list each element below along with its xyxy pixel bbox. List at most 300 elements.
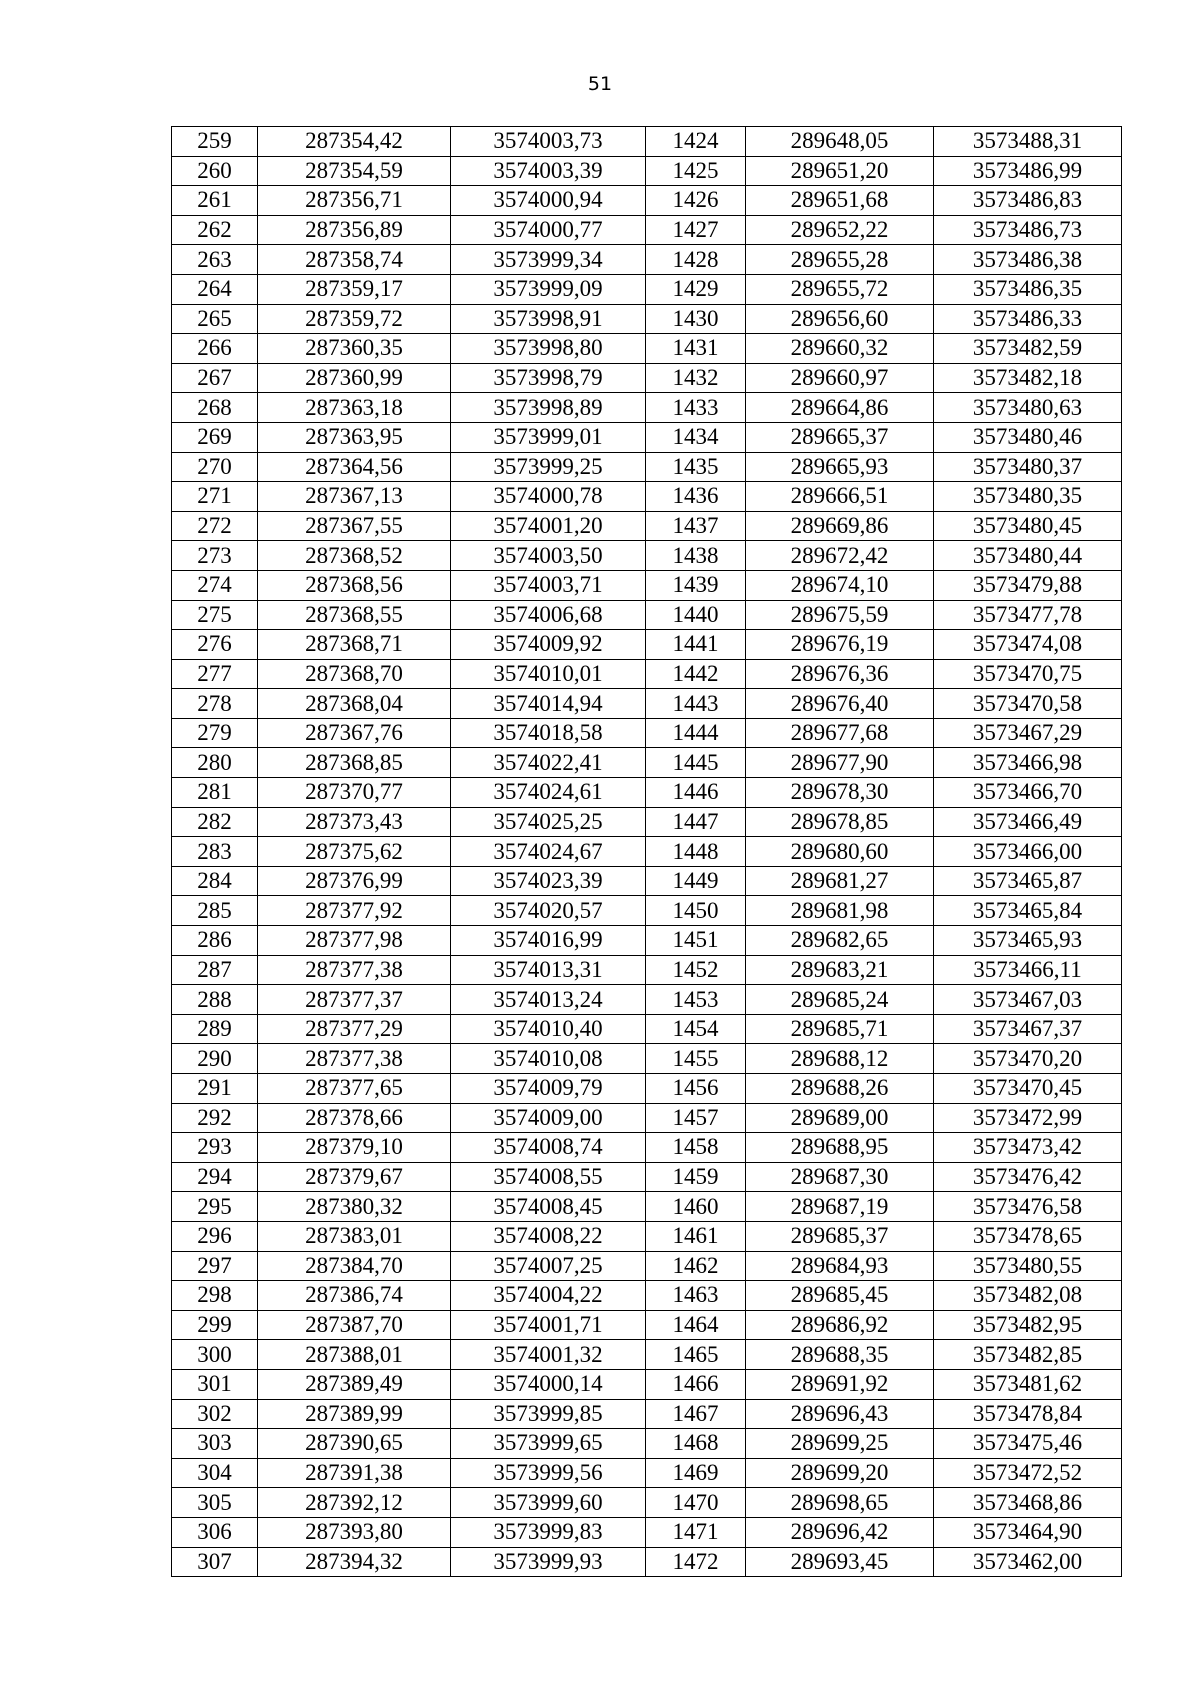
y-coordinate-left: 3574022,41 <box>451 748 646 778</box>
point-number-right: 1452 <box>646 955 746 985</box>
point-number-left: 269 <box>172 422 258 452</box>
table-row <box>172 393 1122 423</box>
y-coordinate-left: 3574001,32 <box>451 1340 646 1370</box>
x-coordinate-left: 287384,70 <box>258 1251 451 1281</box>
table-row <box>172 1458 1122 1488</box>
x-coordinate-left: 287389,49 <box>258 1369 451 1399</box>
y-coordinate-right: 3573486,73 <box>934 215 1122 245</box>
x-coordinate-left: 287358,74 <box>258 245 451 275</box>
table-row <box>172 1133 1122 1163</box>
x-coordinate-right: 289688,95 <box>746 1133 934 1163</box>
x-coordinate-left: 287377,37 <box>258 985 451 1015</box>
x-coordinate-right: 289685,45 <box>746 1281 934 1311</box>
table-row <box>172 215 1122 245</box>
point-number-left: 271 <box>172 482 258 512</box>
y-coordinate-left: 3574000,78 <box>451 482 646 512</box>
y-coordinate-right: 3573476,42 <box>934 1162 1122 1192</box>
point-number-left: 270 <box>172 452 258 482</box>
y-coordinate-left: 3573999,09 <box>451 274 646 304</box>
point-number-left: 306 <box>172 1517 258 1547</box>
y-coordinate-right: 3573467,37 <box>934 1014 1122 1044</box>
x-coordinate-left: 287360,99 <box>258 363 451 393</box>
y-coordinate-left: 3573999,01 <box>451 422 646 452</box>
y-coordinate-right: 3573472,99 <box>934 1103 1122 1133</box>
table-row <box>172 511 1122 541</box>
y-coordinate-left: 3574000,14 <box>451 1369 646 1399</box>
y-coordinate-right: 3573465,87 <box>934 866 1122 896</box>
point-number-left: 283 <box>172 837 258 867</box>
x-coordinate-right: 289685,37 <box>746 1221 934 1251</box>
x-coordinate-left: 287383,01 <box>258 1221 451 1251</box>
table-row <box>172 866 1122 896</box>
point-number-left: 288 <box>172 985 258 1015</box>
point-number-left: 304 <box>172 1458 258 1488</box>
y-coordinate-right: 3573482,59 <box>934 334 1122 364</box>
table-row <box>172 156 1122 186</box>
point-number-right: 1437 <box>646 511 746 541</box>
table-row <box>172 1310 1122 1340</box>
point-number-right: 1445 <box>646 748 746 778</box>
point-number-right: 1427 <box>646 215 746 245</box>
x-coordinate-left: 287377,38 <box>258 955 451 985</box>
x-coordinate-right: 289687,19 <box>746 1192 934 1222</box>
point-number-left: 286 <box>172 926 258 956</box>
y-coordinate-right: 3573472,52 <box>934 1458 1122 1488</box>
point-number-right: 1472 <box>646 1547 746 1577</box>
x-coordinate-left: 287368,52 <box>258 541 451 571</box>
x-coordinate-right: 289664,86 <box>746 393 934 423</box>
point-number-right: 1469 <box>646 1458 746 1488</box>
y-coordinate-right: 3573467,03 <box>934 985 1122 1015</box>
y-coordinate-right: 3573470,45 <box>934 1074 1122 1104</box>
point-number-right: 1460 <box>646 1192 746 1222</box>
point-number-left: 284 <box>172 866 258 896</box>
y-coordinate-right: 3573465,84 <box>934 896 1122 926</box>
x-coordinate-right: 289680,60 <box>746 837 934 867</box>
point-number-right: 1463 <box>646 1281 746 1311</box>
table-row <box>172 127 1122 157</box>
x-coordinate-right: 289699,20 <box>746 1458 934 1488</box>
point-number-left: 305 <box>172 1488 258 1518</box>
point-number-left: 307 <box>172 1547 258 1577</box>
y-coordinate-right: 3573468,86 <box>934 1488 1122 1518</box>
point-number-left: 300 <box>172 1340 258 1370</box>
y-coordinate-right: 3573476,58 <box>934 1192 1122 1222</box>
y-coordinate-right: 3573488,31 <box>934 127 1122 157</box>
x-coordinate-left: 287376,99 <box>258 866 451 896</box>
x-coordinate-left: 287377,38 <box>258 1044 451 1074</box>
point-number-right: 1454 <box>646 1014 746 1044</box>
y-coordinate-right: 3573480,44 <box>934 541 1122 571</box>
y-coordinate-left: 3574008,55 <box>451 1162 646 1192</box>
x-coordinate-left: 287390,65 <box>258 1429 451 1459</box>
table-row <box>172 1221 1122 1251</box>
x-coordinate-right: 289686,92 <box>746 1310 934 1340</box>
y-coordinate-left: 3574003,39 <box>451 156 646 186</box>
point-number-right: 1461 <box>646 1221 746 1251</box>
y-coordinate-right: 3573464,90 <box>934 1517 1122 1547</box>
table-row <box>172 1192 1122 1222</box>
x-coordinate-left: 287356,71 <box>258 186 451 216</box>
x-coordinate-left: 287373,43 <box>258 807 451 837</box>
coordinates-table-body <box>172 127 1122 1577</box>
y-coordinate-left: 3573999,25 <box>451 452 646 482</box>
x-coordinate-right: 289660,97 <box>746 363 934 393</box>
x-coordinate-right: 289666,51 <box>746 482 934 512</box>
point-number-left: 265 <box>172 304 258 334</box>
point-number-left: 272 <box>172 511 258 541</box>
x-coordinate-right: 289665,37 <box>746 422 934 452</box>
point-number-right: 1439 <box>646 570 746 600</box>
point-number-right: 1451 <box>646 926 746 956</box>
y-coordinate-right: 3573486,38 <box>934 245 1122 275</box>
x-coordinate-left: 287367,55 <box>258 511 451 541</box>
x-coordinate-left: 287368,55 <box>258 600 451 630</box>
point-number-left: 303 <box>172 1429 258 1459</box>
y-coordinate-left: 3574013,24 <box>451 985 646 1015</box>
point-number-right: 1432 <box>646 363 746 393</box>
table-row <box>172 630 1122 660</box>
table-row <box>172 1340 1122 1370</box>
y-coordinate-right: 3573474,08 <box>934 630 1122 660</box>
point-number-left: 268 <box>172 393 258 423</box>
x-coordinate-left: 287354,59 <box>258 156 451 186</box>
y-coordinate-left: 3573999,85 <box>451 1399 646 1429</box>
point-number-right: 1436 <box>646 482 746 512</box>
point-number-left: 285 <box>172 896 258 926</box>
table-row <box>172 659 1122 689</box>
table-row <box>172 1074 1122 1104</box>
y-coordinate-left: 3574003,73 <box>451 127 646 157</box>
y-coordinate-left: 3574008,74 <box>451 1133 646 1163</box>
x-coordinate-right: 289681,27 <box>746 866 934 896</box>
y-coordinate-left: 3573998,79 <box>451 363 646 393</box>
y-coordinate-left: 3574010,01 <box>451 659 646 689</box>
point-number-right: 1447 <box>646 807 746 837</box>
table-row <box>172 1044 1122 1074</box>
x-coordinate-right: 289677,68 <box>746 718 934 748</box>
y-coordinate-left: 3573999,60 <box>451 1488 646 1518</box>
y-coordinate-left: 3573999,83 <box>451 1517 646 1547</box>
x-coordinate-left: 287389,99 <box>258 1399 451 1429</box>
point-number-left: 278 <box>172 689 258 719</box>
y-coordinate-left: 3574013,31 <box>451 955 646 985</box>
y-coordinate-right: 3573480,45 <box>934 511 1122 541</box>
x-coordinate-right: 289655,28 <box>746 245 934 275</box>
point-number-left: 281 <box>172 778 258 808</box>
x-coordinate-right: 289684,93 <box>746 1251 934 1281</box>
x-coordinate-right: 289655,72 <box>746 274 934 304</box>
y-coordinate-left: 3573998,80 <box>451 334 646 364</box>
table-row <box>172 541 1122 571</box>
point-number-right: 1468 <box>646 1429 746 1459</box>
table-row <box>172 274 1122 304</box>
x-coordinate-left: 287380,32 <box>258 1192 451 1222</box>
x-coordinate-left: 287354,42 <box>258 127 451 157</box>
y-coordinate-left: 3574018,58 <box>451 718 646 748</box>
y-coordinate-right: 3573466,11 <box>934 955 1122 985</box>
x-coordinate-right: 289660,32 <box>746 334 934 364</box>
y-coordinate-right: 3573465,93 <box>934 926 1122 956</box>
table-row <box>172 245 1122 275</box>
point-number-right: 1450 <box>646 896 746 926</box>
x-coordinate-right: 289674,10 <box>746 570 934 600</box>
point-number-left: 293 <box>172 1133 258 1163</box>
y-coordinate-right: 3573478,84 <box>934 1399 1122 1429</box>
point-number-right: 1440 <box>646 600 746 630</box>
x-coordinate-right: 289682,65 <box>746 926 934 956</box>
x-coordinate-right: 289696,43 <box>746 1399 934 1429</box>
x-coordinate-left: 287392,12 <box>258 1488 451 1518</box>
table-row <box>172 837 1122 867</box>
table-row <box>172 334 1122 364</box>
y-coordinate-right: 3573480,46 <box>934 422 1122 452</box>
x-coordinate-right: 289685,71 <box>746 1014 934 1044</box>
x-coordinate-right: 289669,86 <box>746 511 934 541</box>
point-number-left: 260 <box>172 156 258 186</box>
point-number-left: 296 <box>172 1221 258 1251</box>
table-row <box>172 1547 1122 1577</box>
point-number-right: 1456 <box>646 1074 746 1104</box>
y-coordinate-left: 3574008,45 <box>451 1192 646 1222</box>
point-number-right: 1467 <box>646 1399 746 1429</box>
point-number-right: 1424 <box>646 127 746 157</box>
point-number-left: 282 <box>172 807 258 837</box>
y-coordinate-left: 3574009,79 <box>451 1074 646 1104</box>
point-number-right: 1444 <box>646 718 746 748</box>
table-row <box>172 1369 1122 1399</box>
x-coordinate-right: 289652,22 <box>746 215 934 245</box>
x-coordinate-left: 287364,56 <box>258 452 451 482</box>
table-row <box>172 1488 1122 1518</box>
y-coordinate-left: 3574004,22 <box>451 1281 646 1311</box>
y-coordinate-right: 3573486,33 <box>934 304 1122 334</box>
x-coordinate-left: 287388,01 <box>258 1340 451 1370</box>
table-row <box>172 1103 1122 1133</box>
table-row <box>172 1517 1122 1547</box>
point-number-left: 266 <box>172 334 258 364</box>
table-row <box>172 955 1122 985</box>
y-coordinate-left: 3574016,99 <box>451 926 646 956</box>
point-number-left: 264 <box>172 274 258 304</box>
table-row <box>172 1281 1122 1311</box>
y-coordinate-right: 3573482,85 <box>934 1340 1122 1370</box>
x-coordinate-left: 287367,76 <box>258 718 451 748</box>
point-number-left: 299 <box>172 1310 258 1340</box>
point-number-right: 1455 <box>646 1044 746 1074</box>
table-row <box>172 926 1122 956</box>
y-coordinate-right: 3573466,49 <box>934 807 1122 837</box>
point-number-right: 1462 <box>646 1251 746 1281</box>
table-row <box>172 570 1122 600</box>
point-number-left: 274 <box>172 570 258 600</box>
y-coordinate-right: 3573482,08 <box>934 1281 1122 1311</box>
y-coordinate-left: 3573998,89 <box>451 393 646 423</box>
point-number-right: 1459 <box>646 1162 746 1192</box>
point-number-left: 301 <box>172 1369 258 1399</box>
table-row <box>172 896 1122 926</box>
table-row <box>172 304 1122 334</box>
x-coordinate-right: 289688,12 <box>746 1044 934 1074</box>
y-coordinate-right: 3573478,65 <box>934 1221 1122 1251</box>
table-row <box>172 807 1122 837</box>
point-number-right: 1448 <box>646 837 746 867</box>
x-coordinate-left: 287377,29 <box>258 1014 451 1044</box>
y-coordinate-right: 3573470,20 <box>934 1044 1122 1074</box>
table-row <box>172 689 1122 719</box>
x-coordinate-right: 289676,36 <box>746 659 934 689</box>
y-coordinate-right: 3573477,78 <box>934 600 1122 630</box>
point-number-right: 1426 <box>646 186 746 216</box>
x-coordinate-left: 287379,67 <box>258 1162 451 1192</box>
x-coordinate-left: 287394,32 <box>258 1547 451 1577</box>
y-coordinate-right: 3573486,99 <box>934 156 1122 186</box>
point-number-right: 1471 <box>646 1517 746 1547</box>
x-coordinate-left: 287360,35 <box>258 334 451 364</box>
point-number-right: 1425 <box>646 156 746 186</box>
point-number-left: 287 <box>172 955 258 985</box>
x-coordinate-right: 289687,30 <box>746 1162 934 1192</box>
point-number-right: 1430 <box>646 304 746 334</box>
y-coordinate-right: 3573481,62 <box>934 1369 1122 1399</box>
point-number-left: 280 <box>172 748 258 778</box>
page-number: 51 <box>587 73 613 95</box>
table-row <box>172 985 1122 1015</box>
point-number-left: 261 <box>172 186 258 216</box>
y-coordinate-right: 3573466,98 <box>934 748 1122 778</box>
x-coordinate-right: 289678,85 <box>746 807 934 837</box>
x-coordinate-right: 289656,60 <box>746 304 934 334</box>
table-row <box>172 1251 1122 1281</box>
y-coordinate-right: 3573480,55 <box>934 1251 1122 1281</box>
table-row <box>172 1429 1122 1459</box>
point-number-left: 259 <box>172 127 258 157</box>
coordinates-table <box>171 126 1122 1577</box>
y-coordinate-right: 3573466,00 <box>934 837 1122 867</box>
y-coordinate-right: 3573482,18 <box>934 363 1122 393</box>
table-row <box>172 1162 1122 1192</box>
y-coordinate-right: 3573470,58 <box>934 689 1122 719</box>
y-coordinate-left: 3574006,68 <box>451 600 646 630</box>
x-coordinate-right: 289689,00 <box>746 1103 934 1133</box>
x-coordinate-left: 287363,18 <box>258 393 451 423</box>
y-coordinate-right: 3573473,42 <box>934 1133 1122 1163</box>
x-coordinate-left: 287387,70 <box>258 1310 451 1340</box>
point-number-right: 1466 <box>646 1369 746 1399</box>
x-coordinate-left: 287375,62 <box>258 837 451 867</box>
y-coordinate-left: 3574014,94 <box>451 689 646 719</box>
x-coordinate-left: 287391,38 <box>258 1458 451 1488</box>
y-coordinate-left: 3574023,39 <box>451 866 646 896</box>
y-coordinate-left: 3574020,57 <box>451 896 646 926</box>
table-row <box>172 363 1122 393</box>
x-coordinate-right: 289699,25 <box>746 1429 934 1459</box>
y-coordinate-left: 3574000,94 <box>451 186 646 216</box>
y-coordinate-right: 3573480,63 <box>934 393 1122 423</box>
x-coordinate-right: 289685,24 <box>746 985 934 1015</box>
y-coordinate-right: 3573486,35 <box>934 274 1122 304</box>
point-number-right: 1453 <box>646 985 746 1015</box>
y-coordinate-left: 3574003,71 <box>451 570 646 600</box>
point-number-left: 279 <box>172 718 258 748</box>
y-coordinate-left: 3574008,22 <box>451 1221 646 1251</box>
point-number-right: 1464 <box>646 1310 746 1340</box>
table-row <box>172 718 1122 748</box>
y-coordinate-left: 3573999,34 <box>451 245 646 275</box>
x-coordinate-right: 289675,59 <box>746 600 934 630</box>
x-coordinate-left: 287368,85 <box>258 748 451 778</box>
y-coordinate-left: 3573999,56 <box>451 1458 646 1488</box>
point-number-left: 273 <box>172 541 258 571</box>
x-coordinate-right: 289678,30 <box>746 778 934 808</box>
y-coordinate-left: 3573999,65 <box>451 1429 646 1459</box>
table-row <box>172 1014 1122 1044</box>
table-row <box>172 452 1122 482</box>
point-number-left: 298 <box>172 1281 258 1311</box>
point-number-left: 290 <box>172 1044 258 1074</box>
x-coordinate-left: 287368,56 <box>258 570 451 600</box>
x-coordinate-left: 287356,89 <box>258 215 451 245</box>
point-number-left: 302 <box>172 1399 258 1429</box>
y-coordinate-right: 3573480,35 <box>934 482 1122 512</box>
y-coordinate-right: 3573462,00 <box>934 1547 1122 1577</box>
y-coordinate-right: 3573475,46 <box>934 1429 1122 1459</box>
point-number-left: 276 <box>172 630 258 660</box>
x-coordinate-right: 289651,68 <box>746 186 934 216</box>
y-coordinate-left: 3574003,50 <box>451 541 646 571</box>
table-row <box>172 1399 1122 1429</box>
point-number-right: 1470 <box>646 1488 746 1518</box>
x-coordinate-left: 287368,70 <box>258 659 451 689</box>
point-number-right: 1429 <box>646 274 746 304</box>
point-number-left: 292 <box>172 1103 258 1133</box>
x-coordinate-right: 289688,26 <box>746 1074 934 1104</box>
table-row <box>172 748 1122 778</box>
x-coordinate-left: 287367,13 <box>258 482 451 512</box>
x-coordinate-right: 289648,05 <box>746 127 934 157</box>
point-number-left: 275 <box>172 600 258 630</box>
point-number-left: 294 <box>172 1162 258 1192</box>
y-coordinate-left: 3574010,08 <box>451 1044 646 1074</box>
x-coordinate-left: 287378,66 <box>258 1103 451 1133</box>
point-number-right: 1431 <box>646 334 746 364</box>
y-coordinate-left: 3574009,00 <box>451 1103 646 1133</box>
y-coordinate-left: 3574024,67 <box>451 837 646 867</box>
y-coordinate-right: 3573480,37 <box>934 452 1122 482</box>
y-coordinate-left: 3574010,40 <box>451 1014 646 1044</box>
x-coordinate-left: 287363,95 <box>258 422 451 452</box>
x-coordinate-right: 289688,35 <box>746 1340 934 1370</box>
y-coordinate-left: 3574024,61 <box>451 778 646 808</box>
x-coordinate-left: 287377,98 <box>258 926 451 956</box>
table-row <box>172 422 1122 452</box>
point-number-left: 291 <box>172 1074 258 1104</box>
x-coordinate-left: 287386,74 <box>258 1281 451 1311</box>
y-coordinate-right: 3573466,70 <box>934 778 1122 808</box>
x-coordinate-right: 289691,92 <box>746 1369 934 1399</box>
x-coordinate-right: 289693,45 <box>746 1547 934 1577</box>
point-number-left: 263 <box>172 245 258 275</box>
y-coordinate-left: 3574001,71 <box>451 1310 646 1340</box>
table-row <box>172 778 1122 808</box>
x-coordinate-right: 289676,19 <box>746 630 934 660</box>
point-number-left: 297 <box>172 1251 258 1281</box>
x-coordinate-right: 289698,65 <box>746 1488 934 1518</box>
point-number-left: 277 <box>172 659 258 689</box>
y-coordinate-right: 3573479,88 <box>934 570 1122 600</box>
point-number-right: 1433 <box>646 393 746 423</box>
y-coordinate-left: 3574025,25 <box>451 807 646 837</box>
